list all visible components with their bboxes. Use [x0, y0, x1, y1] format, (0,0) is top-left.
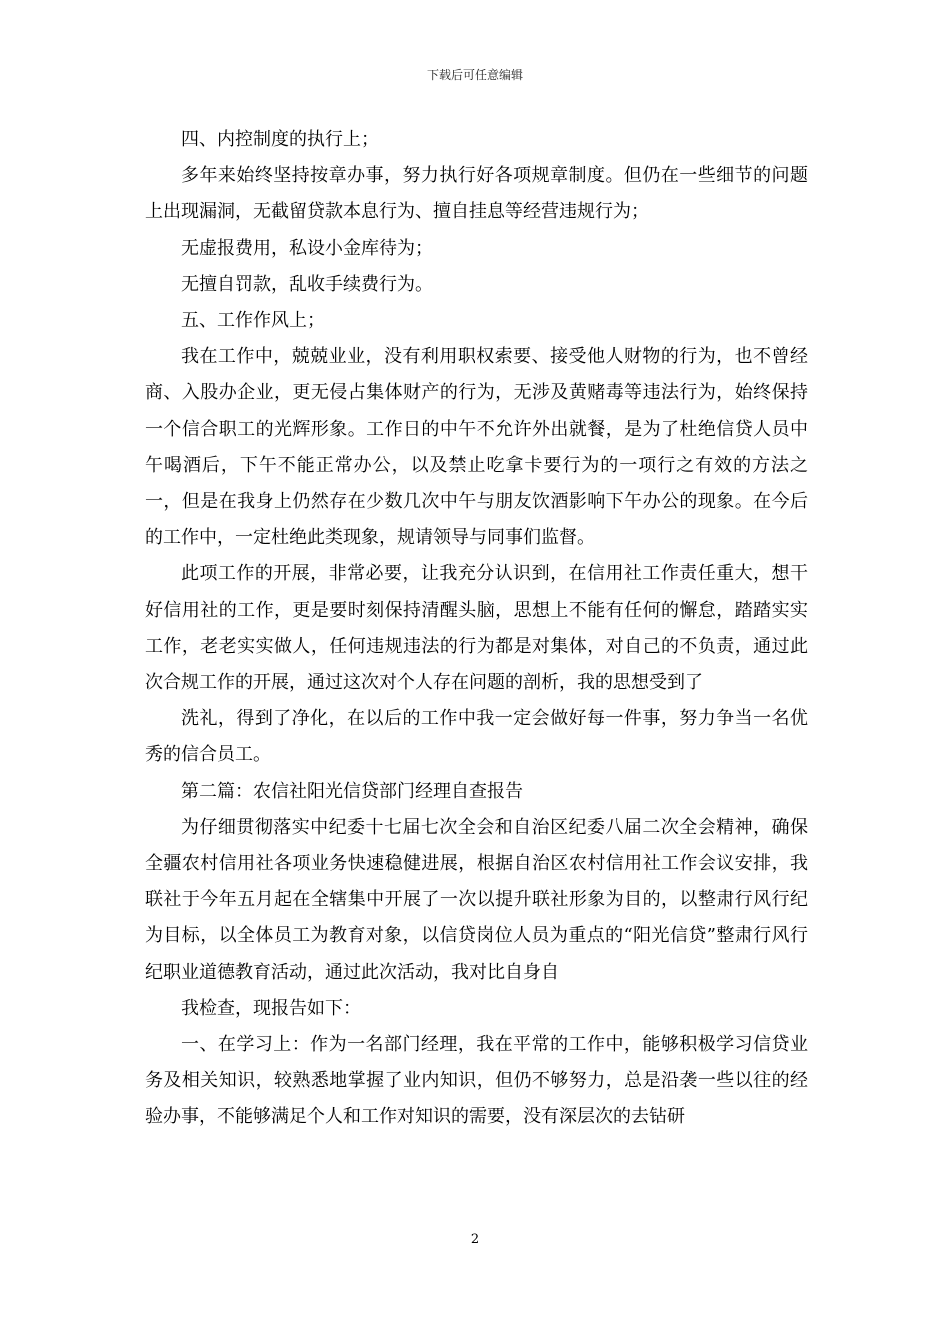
section-title: 第二篇：农信社阳光信贷部门经理自查报告 [181, 780, 523, 802]
paragraph: 为仔细贯彻落实中纪委十七届七次全会和自治区纪委八届二次全会精神，确保全疆农村信用社各项业务快速稳健进展，根据自治区农村信用社工作会议安排，我联社于今年五月起在全辖集中开展了一次以提升联社形象为目的，以整肃行风行纪为目标，以全体员工为教育对象，以信贷岗位人员为重点的“阳光信贷”整肃行风行纪职业道德教育活动，通过此次活动，我对比自身自 [145, 816, 808, 983]
document-body [145, 122, 808, 1136]
paragraph: 洗礼，得到了净化，在以后的工作中我一定会做好每一件事，努力争当一名优秀的信合员工。 [145, 708, 808, 766]
paragraph: 我在工作中，兢兢业业，没有利用职权索要、接受他人财物的行为，也不曾经商、入股办企业，更无侵占集体财产的行为，无涉及黄赌毒等违法行为，始终保持一个信合职工的光辉形象。工作日的中午不允许外出就餐，是为了杜绝信贷人员中午喝酒后，下午不能正常办公，以及禁止吃拿卡要行为的一项行之有效的方法之一，但是在我身上仍然存在少数几次中午与朋友饮酒影响下午办公的现象。在今后的工作中，一定杜绝此类现象，规请领导与同事们监督。 [145, 346, 808, 549]
page-header: 下载后可任意编辑 [426, 68, 523, 82]
paragraph: 四、内控制度的执行上； [181, 129, 379, 150]
paragraph: 无擅自罚款，乱收手续费行为。 [181, 273, 433, 295]
paragraph: 此项工作的开展，非常必要，让我充分认识到，在信用社工作责任重大，想干好信用社的工作，更是要时刻保持清醒头脑，思想上不能有任何的懈怠，踏踏实实工作，老老实实做人，任何违规违法的行为都是对集体，对自己的不负责，通过此次合规工作的开展，通过这次对个人存在问题的剖析，我的思想受到了 [145, 563, 808, 694]
paragraph: 多年来始终坚持按章办事，努力执行好各项规章制度。但仍在一些细节的问题上出现漏洞，无截留贷款本息行为、擅自挂息等经营违规行为； [145, 165, 808, 223]
paragraph: 我检查，现报告如下： [181, 997, 361, 1019]
paragraph: 无虚报费用，私设小金库待为； [181, 237, 433, 259]
paragraph: 五、工作作风上； [181, 310, 325, 332]
page-number: 2 [470, 1232, 480, 1247]
paragraph: 一、在学习上：作为一名部门经理，我在平常的工作中，能够积极学习信贷业务及相关知识，较熟悉地掌握了业内知识，但仍不够努力，总是沿袭一些以往的经验办事，不能够满足个人和工作对知识的需要，没有深层次的去钻研 [145, 1034, 808, 1128]
